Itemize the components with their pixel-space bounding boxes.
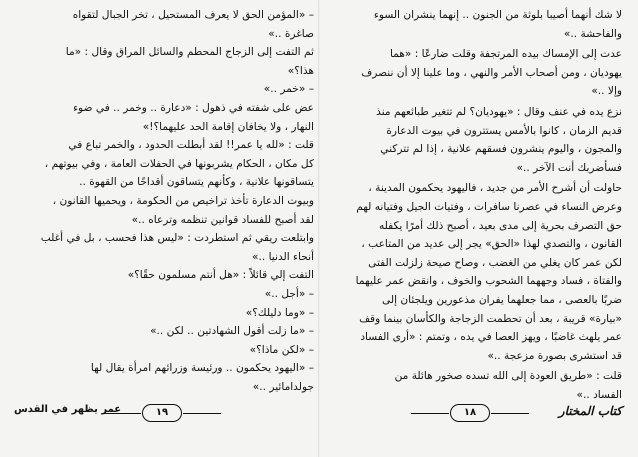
text-line: والمجون ، واليوم ينشرون فسقهم علانية ، إذا لم تتركني [380,143,622,156]
text-line: – «أجل ..» [264,287,314,300]
text-line: القانون ، والتصدي لهذا «الحق» يجر إلى عديد من المتاعب ، [361,238,622,251]
right-page [322,0,622,457]
left-page-body [14,6,314,396]
text-line: – «وما دليلك؟» [245,306,314,319]
text-line: نزع يده في عنف وقال : «يهوديان؟ لم تتغير طبائعهم منذ [376,105,622,118]
text-line: وإلا ..» [591,85,622,98]
text-line: لا شك أنهما أصيبا بلوثة من الجنون .. إنهما ينشران السوء [373,9,622,21]
text-line: النهار ، ولا يخافان إقامة الحد عليهما؟!» [142,120,314,133]
left-page-footer [14,402,314,424]
paragraph [14,43,314,99]
paragraph [322,179,622,365]
text-line: قلت : «لله يا عمر!! لقد أبطلت الحدود ، والخمر تباع في [68,139,314,152]
text-line: عمر يلهث غاضبًا ، ويهز العصا في يده ، وتمتم : «أرى الفساد [360,331,622,344]
text-line: ثم التفت إلى الزجاج المحطم والسائل المراق وقال : «ما [65,46,314,59]
text-line: جولدامائير ..» [252,380,314,393]
text-line: – «خمر ..» [263,83,314,96]
book-gutter [318,0,320,457]
text-line: قديم الزمان ، كانوا بالأمس يستترون في بيوت الدعارة [386,124,622,137]
paragraph [322,367,622,404]
text-line: – «اليهود يحكمون .. ورئيسة وزرائهم امرأة يقال لها [90,362,314,375]
text-line: الفساد ..» [576,388,622,401]
text-line: قلت : «طريق العودة إلى الله تسده صخور هائلة من [394,370,622,383]
text-line: صاغرة ..» [268,27,314,40]
paragraph [14,6,314,43]
text-line: وابتلعت ريقي ثم استطردت : «ليس هذا فحسب ، بل في أغلب [40,232,314,245]
text-line: وعرض النساء في عصرنا سافرات ، وفتيات الجيل وفتيانه لهم [356,200,622,213]
paragraph [14,229,314,266]
text-line: عض على شفته في ذهول : «دعارة .. وخمر .. في ضوء [73,101,314,114]
text-line: أنحاء الدنيا ..» [252,250,314,263]
paragraph [322,103,622,177]
page-number: ١٩ [142,404,182,422]
paragraph [322,6,622,43]
right-page-body [322,6,622,404]
text-line: – «المؤمن الحق لا يعرف المستحيل ، تخر الجبال لتقواه [72,9,314,21]
paragraph [322,45,622,101]
text-line: والفتاة ، فساد وجههما الشحوب والخوف ، وانقض عمر عليهما [355,275,622,288]
text-line: لكن عمر كان يغلي من الغضب ، وصاح صيحة زلزلت الفتى [368,256,622,269]
paragraph [14,266,314,396]
text-line: قد استشرى بصورة مزعجة ..» [487,349,622,362]
text-line: هذا؟» [287,64,314,77]
text-line: حق التصرف بحرية إلى مدى بعيد ، أصبح ذلك أمرًا يكفله [378,219,622,232]
text-line: فسأضربك أنت الآخر ..» [516,161,622,174]
text-line: يتساقونها علانية ، وكأنهم يتساقون أقداحًا من القهوة .. [79,176,314,189]
text-line: كل مكان ، الحكام يشربونها في الحفلات العامة ، وفي بيوتهم ، [44,157,314,170]
page-number: ١٨ [450,404,490,422]
text-line: التفت إلي قائلاً : «هل أنتم مسلمون حقًا؟» [127,269,314,282]
running-title: كتاب المختار [558,404,622,418]
text-line: حاولت أن أشرح الأمر من جديد ، فاليهود يحكمون المدينة ، [368,182,622,195]
paragraph [14,136,314,229]
paragraph [14,99,314,136]
text-line: «بيارة» قريبة ، بعد أن تحطمت الزجاجة والكأسان بينما وقف [359,312,622,325]
text-line: – «لكن ماذا؟» [249,343,314,356]
text-line: – «ما زلت أقول الشهادتين .. لكن ..» [150,325,314,338]
left-page [14,0,314,457]
running-title: عمر يظهر في القدس [14,404,122,415]
right-page-footer [322,402,622,424]
text-line: عدت إلى الإمساك بيده المرتجفة وقلت ضارعًا : «هما [389,48,622,61]
text-line: يهوديان ، ومن أصحاب الأمر والنهي ، وما علينا إلا أن ننصرف [361,66,622,79]
text-line: وبيوت الدعارة تأخذ تراخيص من الحكومة ، ويحميها القانون ، [52,194,314,207]
text-line: لقد أصبح للفساد قوانين تنظمه وترعاه ..» [131,213,314,226]
text-line: ضربًا بالعصى ، مما جعلهما يفران مذعورين ويلجئان إلى [382,293,622,306]
text-line: والفاحشة ..» [563,27,622,40]
